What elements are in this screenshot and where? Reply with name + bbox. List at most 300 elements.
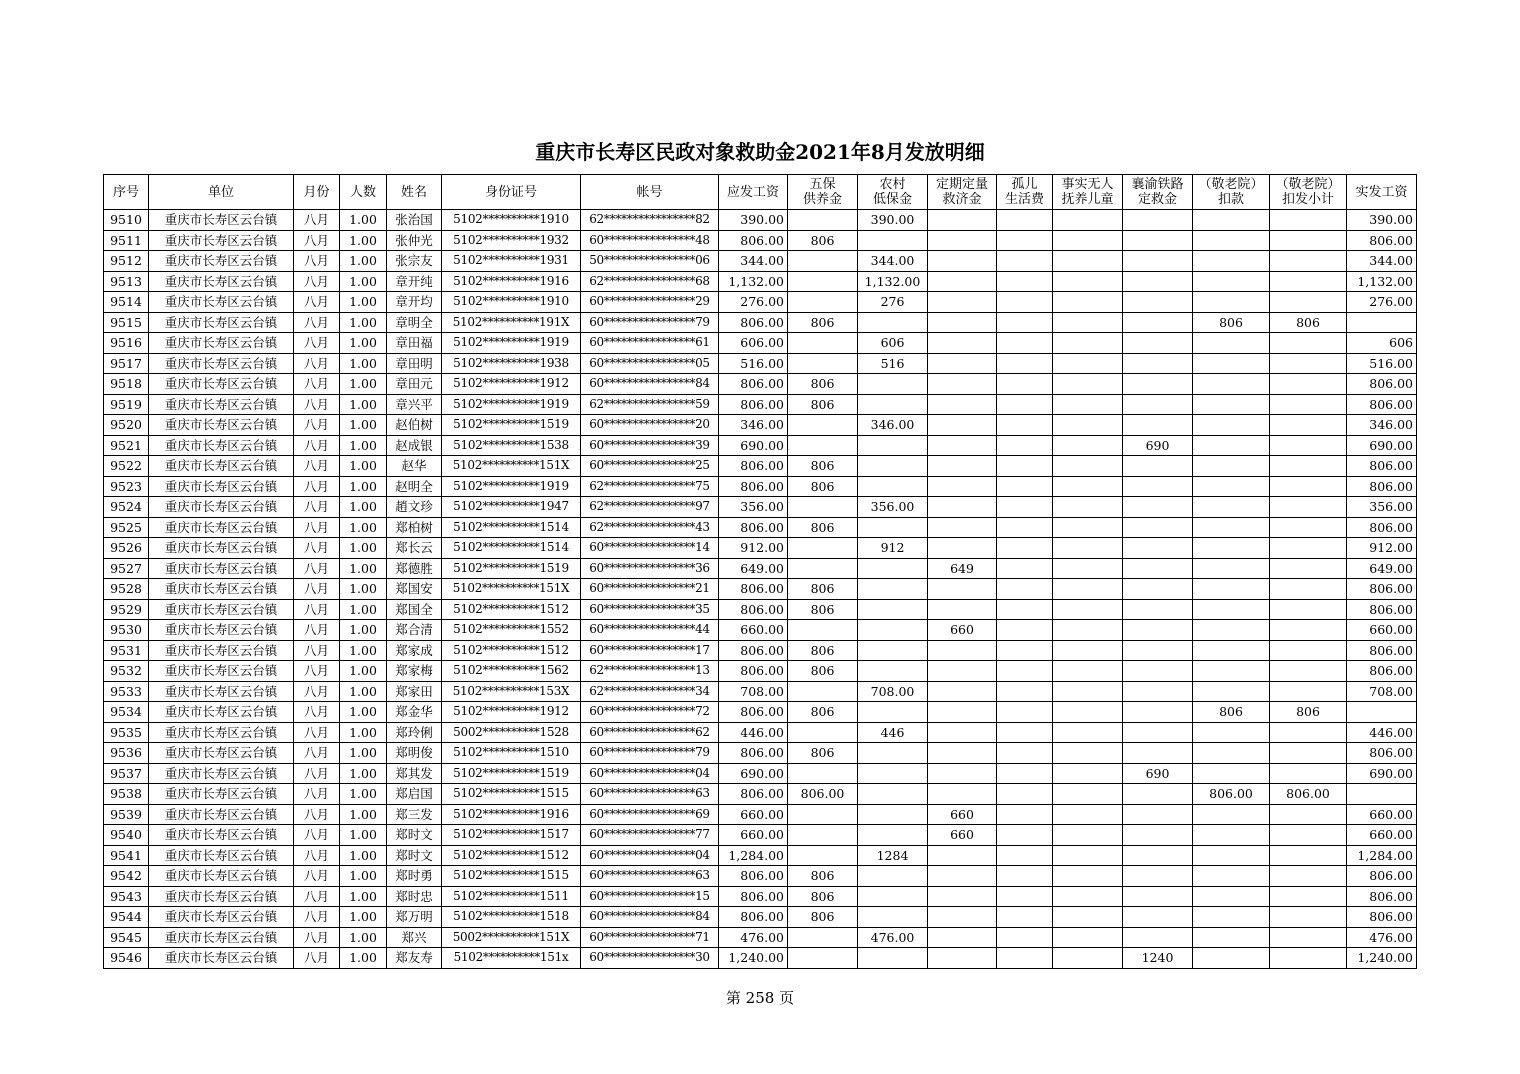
cell-orphan (997, 456, 1053, 477)
cell-dibao: 912 (858, 538, 928, 559)
cell-account: 60****************04 (581, 763, 719, 784)
cell-unit: 重庆市长寿区云台镇 (149, 353, 294, 374)
cell-orphan (997, 415, 1053, 436)
cell-count: 1.00 (340, 271, 387, 292)
cell-wubao (788, 825, 858, 846)
cell-orphan (997, 558, 1053, 579)
cell-nursing-deduct (1193, 394, 1270, 415)
cell-id-number: 5102**********1932 (442, 230, 581, 251)
cell-dingqi (928, 374, 997, 395)
cell-payable: 516.00 (719, 353, 788, 374)
cell-name: 章开纯 (387, 271, 442, 292)
cell-actual-pay: 660.00 (1347, 620, 1417, 641)
cell-seq: 9536 (104, 743, 149, 764)
cell-wubao (788, 353, 858, 374)
cell-unit: 重庆市长寿区云台镇 (149, 435, 294, 456)
cell-count: 1.00 (340, 497, 387, 518)
cell-unattended-child (1053, 210, 1123, 231)
table-row (104, 374, 1417, 395)
cell-account: 60****************29 (581, 292, 719, 313)
cell-unattended-child (1053, 825, 1123, 846)
cell-id-number: 5002**********1528 (442, 722, 581, 743)
cell-orphan (997, 702, 1053, 723)
cell-unattended-child (1053, 907, 1123, 928)
cell-name: 郑时忠 (387, 886, 442, 907)
cell-dingqi (928, 948, 997, 969)
cell-railway (1123, 394, 1193, 415)
cell-nursing-subtotal (1270, 886, 1347, 907)
cell-count: 1.00 (340, 927, 387, 948)
cell-payable: 390.00 (719, 210, 788, 231)
cell-nursing-deduct: 806.00 (1193, 784, 1270, 805)
cell-month: 八月 (294, 353, 340, 374)
cell-count: 1.00 (340, 517, 387, 538)
table-row (104, 661, 1417, 682)
cell-unattended-child (1053, 886, 1123, 907)
table-row (104, 497, 1417, 518)
cell-unit: 重庆市长寿区云台镇 (149, 640, 294, 661)
cell-id-number: 5102**********1512 (442, 599, 581, 620)
cell-wubao (788, 927, 858, 948)
cell-unit: 重庆市长寿区云台镇 (149, 292, 294, 313)
cell-name: 郑万明 (387, 907, 442, 928)
cell-month: 八月 (294, 558, 340, 579)
cell-count: 1.00 (340, 763, 387, 784)
cell-id-number: 5102**********1910 (442, 210, 581, 231)
cell-unit: 重庆市长寿区云台镇 (149, 599, 294, 620)
cell-month: 八月 (294, 251, 340, 272)
cell-payable: 1,284.00 (719, 845, 788, 866)
cell-nursing-deduct (1193, 661, 1270, 682)
cell-unit: 重庆市长寿区云台镇 (149, 763, 294, 784)
cell-payable: 806.00 (719, 517, 788, 538)
table-row (104, 763, 1417, 784)
cell-month: 八月 (294, 845, 340, 866)
page-number: 第 258 页 (725, 989, 795, 1007)
cell-railway (1123, 415, 1193, 436)
cell-railway (1123, 927, 1193, 948)
cell-id-number: 5102**********1910 (442, 292, 581, 313)
cell-id-number: 5102**********1919 (442, 394, 581, 415)
table-row (104, 251, 1417, 272)
cell-payable: 660.00 (719, 825, 788, 846)
cell-dibao: 344.00 (858, 251, 928, 272)
cell-dingqi (928, 599, 997, 620)
cell-count: 1.00 (340, 907, 387, 928)
cell-seq: 9529 (104, 599, 149, 620)
cell-nursing-subtotal (1270, 866, 1347, 887)
cell-month: 八月 (294, 271, 340, 292)
cell-railway (1123, 804, 1193, 825)
cell-dibao (858, 866, 928, 887)
cell-dingqi (928, 907, 997, 928)
cell-payable: 708.00 (719, 681, 788, 702)
cell-orphan (997, 948, 1053, 969)
cell-wubao (788, 845, 858, 866)
cell-wubao (788, 763, 858, 784)
cell-actual-pay: 806.00 (1347, 866, 1417, 887)
cell-seq: 9538 (104, 784, 149, 805)
cell-id-number: 5102**********1519 (442, 763, 581, 784)
cell-month: 八月 (294, 640, 340, 661)
cell-wubao: 806 (788, 374, 858, 395)
cell-month: 八月 (294, 497, 340, 518)
cell-nursing-subtotal (1270, 435, 1347, 456)
column-header-seq: 序号 (104, 175, 149, 210)
cell-id-number: 5102**********1919 (442, 476, 581, 497)
cell-wubao (788, 948, 858, 969)
cell-account: 60****************21 (581, 579, 719, 600)
cell-unit: 重庆市长寿区云台镇 (149, 312, 294, 333)
cell-dibao (858, 948, 928, 969)
cell-actual-pay: 690.00 (1347, 435, 1417, 456)
cell-payable: 806.00 (719, 579, 788, 600)
cell-name: 郑国全 (387, 599, 442, 620)
cell-name: 郑德胜 (387, 558, 442, 579)
cell-name: 张治国 (387, 210, 442, 231)
cell-count: 1.00 (340, 722, 387, 743)
cell-dibao (858, 476, 928, 497)
cell-unattended-child (1053, 845, 1123, 866)
cell-account: 60****************14 (581, 538, 719, 559)
cell-account: 60****************63 (581, 784, 719, 805)
cell-wubao (788, 722, 858, 743)
cell-payable: 806.00 (719, 456, 788, 477)
table-row (104, 599, 1417, 620)
cell-wubao: 806 (788, 907, 858, 928)
cell-month: 八月 (294, 763, 340, 784)
cell-name: 郑玲俐 (387, 722, 442, 743)
cell-unit: 重庆市长寿区云台镇 (149, 517, 294, 538)
cell-id-number: 5102**********151x (442, 948, 581, 969)
cell-wubao (788, 292, 858, 313)
table-row (104, 620, 1417, 641)
cell-actual-pay: 276.00 (1347, 292, 1417, 313)
cell-dingqi (928, 415, 997, 436)
cell-nursing-subtotal: 806 (1270, 702, 1347, 723)
cell-account: 60****************84 (581, 374, 719, 395)
cell-dingqi (928, 579, 997, 600)
cell-account: 60****************25 (581, 456, 719, 477)
cell-seq: 9514 (104, 292, 149, 313)
cell-id-number: 5102**********1517 (442, 825, 581, 846)
cell-nursing-deduct (1193, 230, 1270, 251)
cell-nursing-deduct (1193, 353, 1270, 374)
cell-count: 1.00 (340, 394, 387, 415)
table-row (104, 210, 1417, 231)
cell-orphan (997, 353, 1053, 374)
cell-nursing-deduct (1193, 497, 1270, 518)
cell-actual-pay: 806.00 (1347, 394, 1417, 415)
cell-dingqi: 660 (928, 620, 997, 641)
cell-nursing-subtotal (1270, 415, 1347, 436)
cell-wubao: 806 (788, 579, 858, 600)
cell-railway (1123, 743, 1193, 764)
cell-account: 60****************35 (581, 599, 719, 620)
cell-name: 趙文珍 (387, 497, 442, 518)
cell-unattended-child (1053, 722, 1123, 743)
cell-wubao: 806 (788, 230, 858, 251)
cell-orphan (997, 763, 1053, 784)
column-header-unattended-child: 事实无人 抚养儿童 (1053, 175, 1123, 210)
cell-dingqi (928, 353, 997, 374)
cell-nursing-deduct (1193, 927, 1270, 948)
cell-nursing-subtotal (1270, 271, 1347, 292)
cell-railway: 690 (1123, 763, 1193, 784)
cell-seq: 9532 (104, 661, 149, 682)
cell-month: 八月 (294, 230, 340, 251)
cell-count: 1.00 (340, 948, 387, 969)
cell-account: 60****************63 (581, 866, 719, 887)
cell-railway (1123, 271, 1193, 292)
cell-unit: 重庆市长寿区云台镇 (149, 476, 294, 497)
table-row (104, 784, 1417, 805)
cell-month: 八月 (294, 435, 340, 456)
cell-nursing-subtotal (1270, 804, 1347, 825)
cell-nursing-deduct (1193, 681, 1270, 702)
cell-seq: 9544 (104, 907, 149, 928)
cell-account: 62****************82 (581, 210, 719, 231)
cell-count: 1.00 (340, 230, 387, 251)
table-row (104, 558, 1417, 579)
cell-unattended-child (1053, 558, 1123, 579)
table-row (104, 825, 1417, 846)
cell-count: 1.00 (340, 210, 387, 231)
cell-orphan (997, 394, 1053, 415)
cell-nursing-subtotal (1270, 353, 1347, 374)
cell-dingqi (928, 722, 997, 743)
cell-payable: 660.00 (719, 620, 788, 641)
cell-nursing-subtotal: 806.00 (1270, 784, 1347, 805)
cell-nursing-deduct (1193, 825, 1270, 846)
cell-nursing-subtotal (1270, 640, 1347, 661)
cell-wubao: 806 (788, 456, 858, 477)
cell-railway (1123, 825, 1193, 846)
cell-month: 八月 (294, 784, 340, 805)
table-header-row (104, 175, 1417, 210)
cell-actual-pay: 806.00 (1347, 661, 1417, 682)
column-header-nursing-deduct: （敬老院） 扣款 (1193, 175, 1270, 210)
table-row (104, 271, 1417, 292)
cell-dingqi (928, 497, 997, 518)
cell-nursing-deduct (1193, 271, 1270, 292)
cell-unattended-child (1053, 804, 1123, 825)
cell-actual-pay: 912.00 (1347, 538, 1417, 559)
cell-month: 八月 (294, 517, 340, 538)
cell-id-number: 5102**********153X (442, 681, 581, 702)
cell-orphan (997, 230, 1053, 251)
cell-name: 郑时勇 (387, 866, 442, 887)
cell-name: 郑三发 (387, 804, 442, 825)
cell-nursing-deduct (1193, 886, 1270, 907)
cell-dingqi (928, 435, 997, 456)
cell-unattended-child (1053, 743, 1123, 764)
cell-seq: 9525 (104, 517, 149, 538)
cell-actual-pay: 806.00 (1347, 640, 1417, 661)
cell-month: 八月 (294, 394, 340, 415)
cell-unattended-child (1053, 927, 1123, 948)
cell-unit: 重庆市长寿区云台镇 (149, 538, 294, 559)
cell-nursing-deduct (1193, 640, 1270, 661)
cell-dibao (858, 579, 928, 600)
cell-unattended-child (1053, 579, 1123, 600)
cell-dibao (858, 394, 928, 415)
cell-name: 章田福 (387, 333, 442, 354)
cell-payable: 446.00 (719, 722, 788, 743)
cell-name: 章明全 (387, 312, 442, 333)
cell-month: 八月 (294, 292, 340, 313)
cell-railway (1123, 599, 1193, 620)
cell-actual-pay: 806.00 (1347, 517, 1417, 538)
cell-name: 郑明俊 (387, 743, 442, 764)
cell-nursing-subtotal (1270, 517, 1347, 538)
cell-orphan (997, 292, 1053, 313)
cell-dibao (858, 784, 928, 805)
cell-nursing-subtotal (1270, 620, 1347, 641)
cell-unattended-child (1053, 702, 1123, 723)
cell-dingqi (928, 661, 997, 682)
cell-account: 60****************44 (581, 620, 719, 641)
cell-dibao: 446 (858, 722, 928, 743)
cell-payable: 806.00 (719, 312, 788, 333)
column-header-id-number: 身份证号 (442, 175, 581, 210)
cell-payable: 1,240.00 (719, 948, 788, 969)
cell-id-number: 5102**********1912 (442, 702, 581, 723)
cell-dibao (858, 456, 928, 477)
cell-count: 1.00 (340, 476, 387, 497)
cell-account: 62****************43 (581, 517, 719, 538)
cell-unit: 重庆市长寿区云台镇 (149, 845, 294, 866)
cell-seq: 9517 (104, 353, 149, 374)
cell-unattended-child (1053, 271, 1123, 292)
cell-railway (1123, 497, 1193, 518)
cell-nursing-deduct (1193, 517, 1270, 538)
cell-name: 郑兴 (387, 927, 442, 948)
cell-dibao (858, 230, 928, 251)
cell-unattended-child (1053, 415, 1123, 436)
table-row (104, 456, 1417, 477)
cell-count: 1.00 (340, 415, 387, 436)
cell-id-number: 5102**********1518 (442, 907, 581, 928)
cell-payable: 806.00 (719, 230, 788, 251)
cell-unattended-child (1053, 312, 1123, 333)
cell-account: 62****************75 (581, 476, 719, 497)
cell-railway (1123, 230, 1193, 251)
column-header-railway: 襄渝铁路 定救金 (1123, 175, 1193, 210)
cell-unattended-child (1053, 640, 1123, 661)
cell-month: 八月 (294, 476, 340, 497)
cell-seq: 9521 (104, 435, 149, 456)
cell-nursing-subtotal (1270, 722, 1347, 743)
column-header-actual-pay: 实发工资 (1347, 175, 1417, 210)
cell-nursing-deduct: 806 (1193, 702, 1270, 723)
cell-name: 张宗友 (387, 251, 442, 272)
cell-dingqi (928, 763, 997, 784)
cell-unit: 重庆市长寿区云台镇 (149, 210, 294, 231)
cell-month: 八月 (294, 927, 340, 948)
table-row (104, 476, 1417, 497)
cell-nursing-deduct (1193, 599, 1270, 620)
cell-orphan (997, 476, 1053, 497)
cell-month: 八月 (294, 702, 340, 723)
cell-orphan (997, 251, 1053, 272)
cell-railway (1123, 866, 1193, 887)
cell-month: 八月 (294, 804, 340, 825)
cell-orphan (997, 927, 1053, 948)
cell-account: 60****************62 (581, 722, 719, 743)
cell-seq: 9533 (104, 681, 149, 702)
cell-dingqi: 660 (928, 825, 997, 846)
cell-count: 1.00 (340, 579, 387, 600)
cell-id-number: 5102**********1919 (442, 333, 581, 354)
cell-unattended-child (1053, 230, 1123, 251)
column-header-wubao: 五保 供养金 (788, 175, 858, 210)
cell-wubao: 806 (788, 743, 858, 764)
cell-account: 60****************77 (581, 825, 719, 846)
cell-dibao: 346.00 (858, 415, 928, 436)
cell-count: 1.00 (340, 333, 387, 354)
cell-dingqi (928, 230, 997, 251)
column-header-count: 人数 (340, 175, 387, 210)
cell-account: 60****************72 (581, 702, 719, 723)
cell-dibao (858, 558, 928, 579)
cell-id-number: 5102**********1538 (442, 435, 581, 456)
cell-unit: 重庆市长寿区云台镇 (149, 497, 294, 518)
cell-id-number: 5102**********1938 (442, 353, 581, 374)
cell-wubao (788, 333, 858, 354)
cell-wubao (788, 804, 858, 825)
cell-payable: 806.00 (719, 907, 788, 928)
table-row (104, 886, 1417, 907)
cell-unit: 重庆市长寿区云台镇 (149, 948, 294, 969)
cell-payable: 806.00 (719, 743, 788, 764)
cell-nursing-subtotal (1270, 948, 1347, 969)
cell-payable: 806.00 (719, 599, 788, 620)
cell-unit: 重庆市长寿区云台镇 (149, 394, 294, 415)
cell-dingqi (928, 640, 997, 661)
cell-seq: 9526 (104, 538, 149, 559)
cell-actual-pay: 1,284.00 (1347, 845, 1417, 866)
cell-actual-pay: 806.00 (1347, 907, 1417, 928)
cell-dibao (858, 620, 928, 641)
cell-orphan (997, 866, 1053, 887)
cell-account: 60****************39 (581, 435, 719, 456)
cell-month: 八月 (294, 333, 340, 354)
cell-orphan (997, 804, 1053, 825)
column-header-nursing-subtotal: （敬老院） 扣发小计 (1270, 175, 1347, 210)
cell-dingqi (928, 312, 997, 333)
cell-nursing-subtotal: 806 (1270, 312, 1347, 333)
cell-actual-pay: 660.00 (1347, 804, 1417, 825)
cell-unit: 重庆市长寿区云台镇 (149, 927, 294, 948)
table-row (104, 292, 1417, 313)
cell-count: 1.00 (340, 538, 387, 559)
cell-id-number: 5102**********1515 (442, 784, 581, 805)
table-row (104, 517, 1417, 538)
cell-wubao: 806 (788, 702, 858, 723)
cell-account: 62****************13 (581, 661, 719, 682)
cell-count: 1.00 (340, 743, 387, 764)
cell-wubao (788, 271, 858, 292)
cell-unit: 重庆市长寿区云台镇 (149, 886, 294, 907)
cell-payable: 346.00 (719, 415, 788, 436)
cell-orphan (997, 435, 1053, 456)
cell-unit: 重庆市长寿区云台镇 (149, 579, 294, 600)
cell-orphan (997, 825, 1053, 846)
cell-month: 八月 (294, 456, 340, 477)
cell-name: 郑时文 (387, 825, 442, 846)
cell-unattended-child (1053, 456, 1123, 477)
